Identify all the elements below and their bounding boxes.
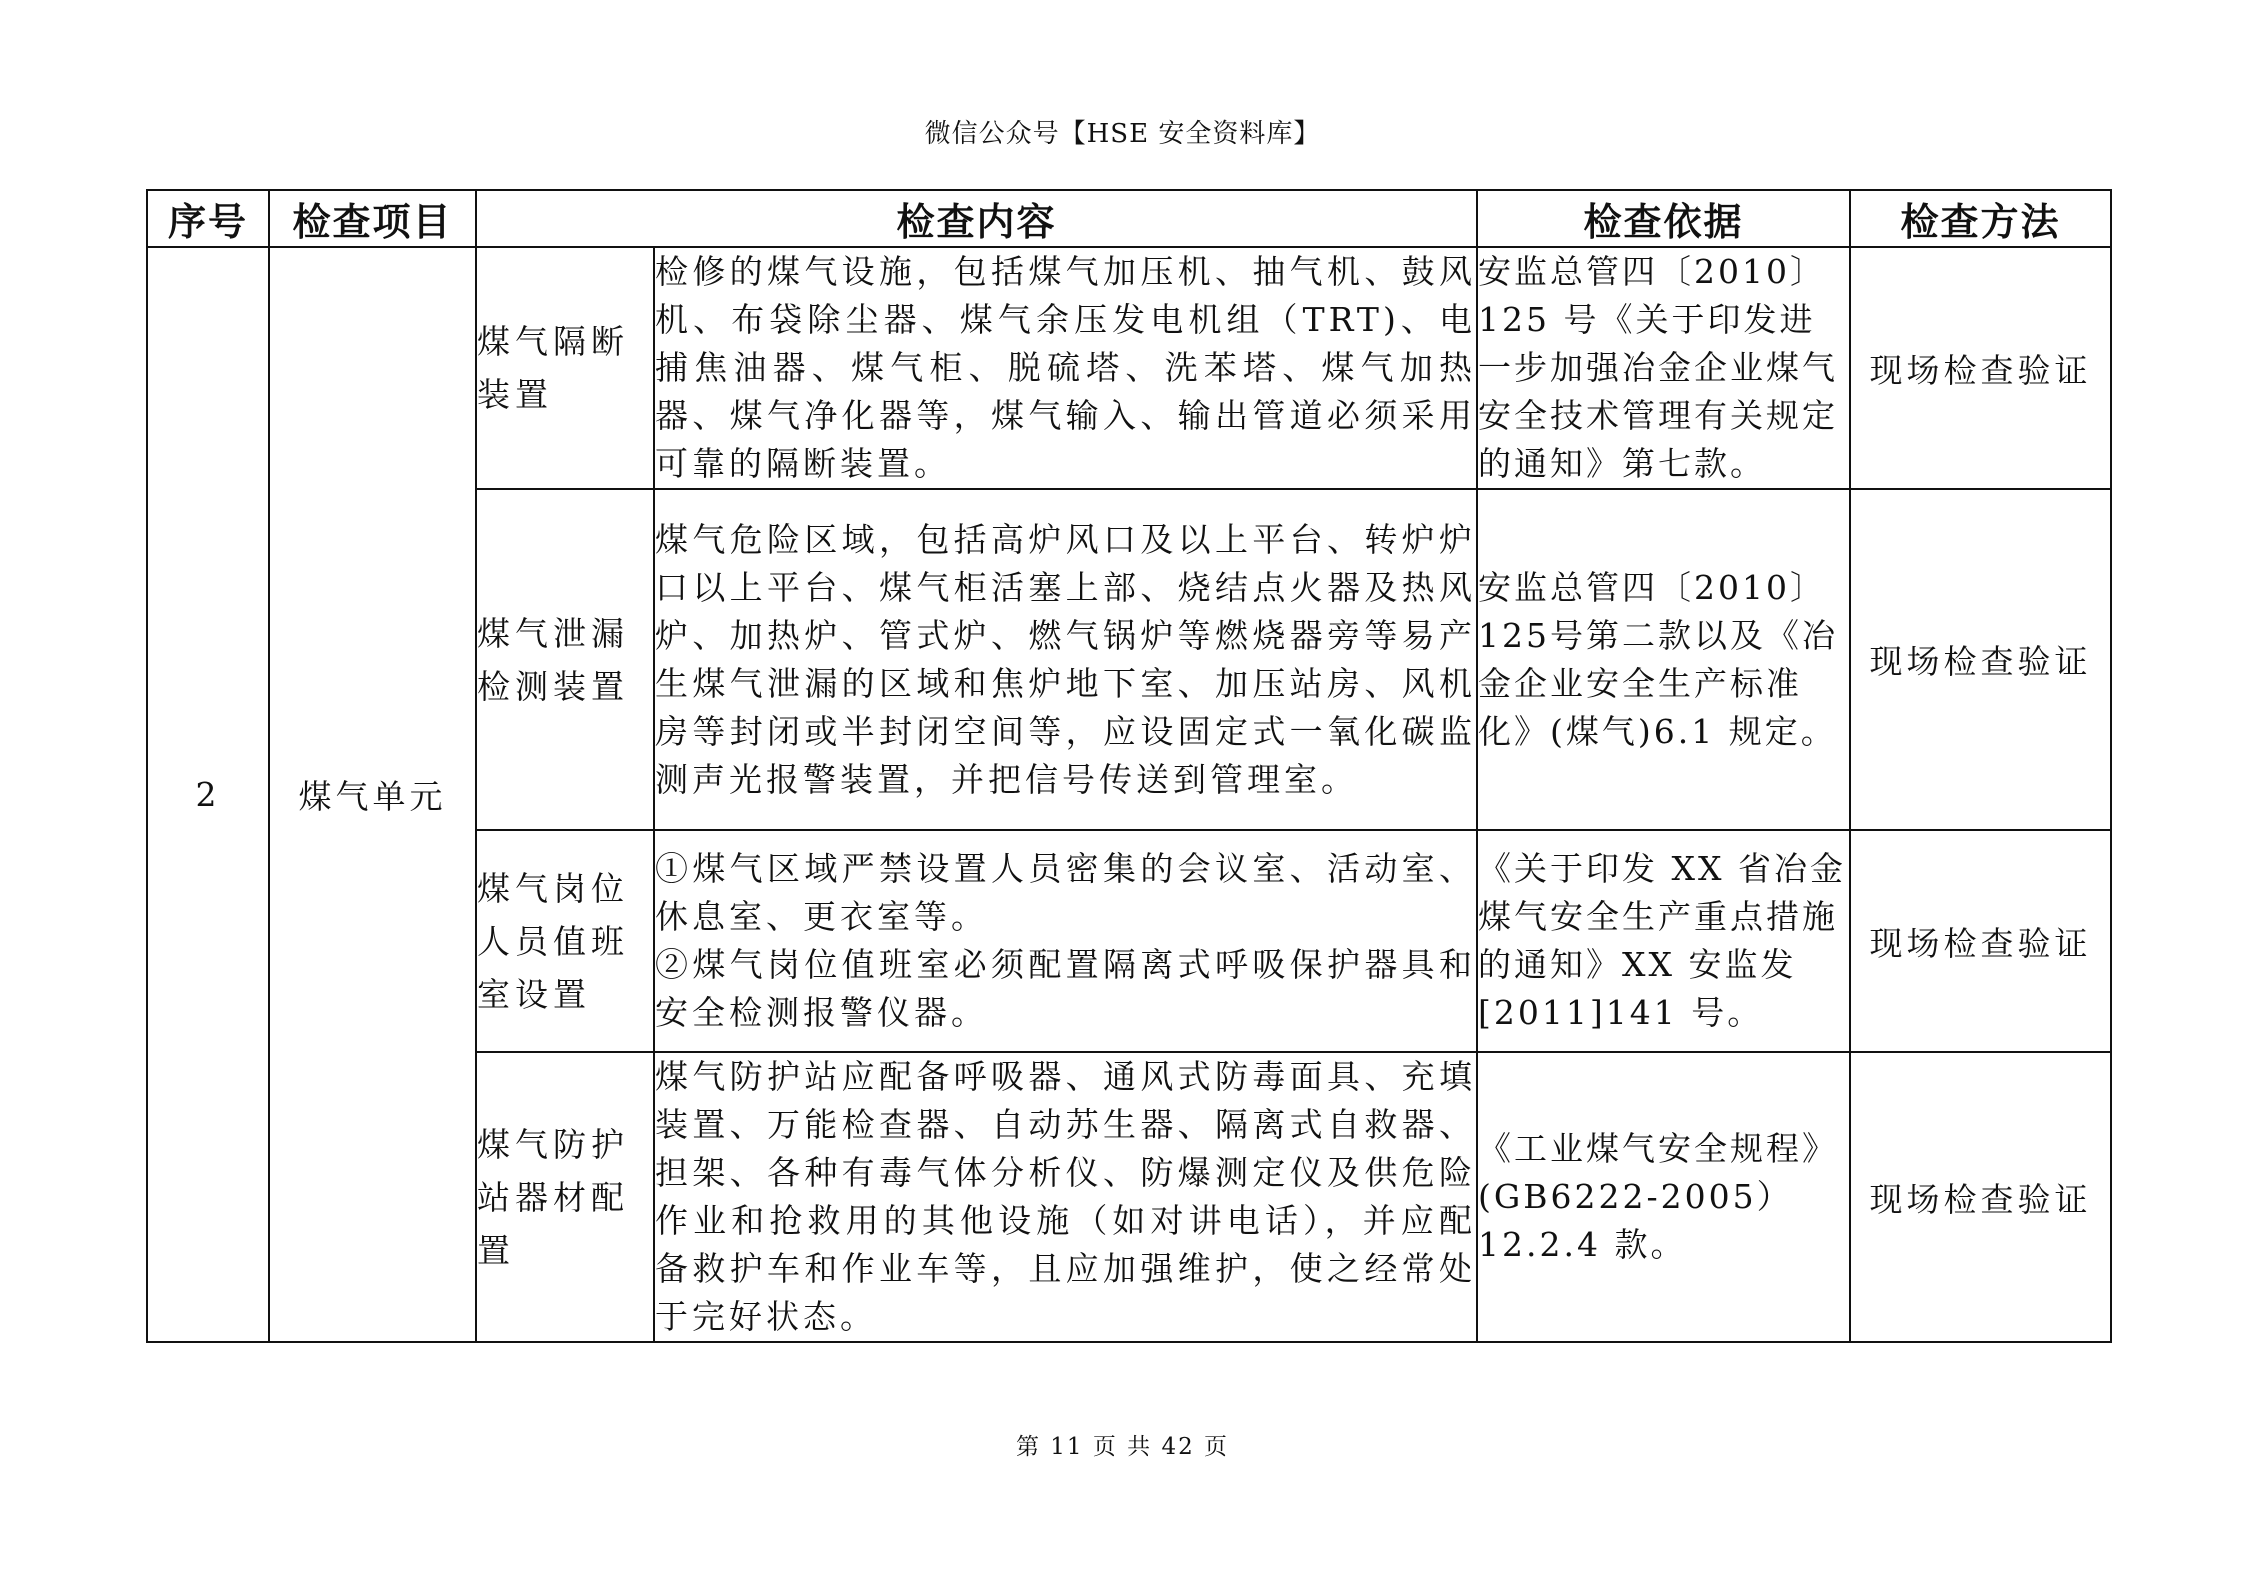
page-header: 微信公众号【HSE 安全资料库】 — [924, 119, 1321, 149]
check-item: 煤气防护站器材配置 — [476, 1052, 654, 1342]
check-content: 煤气防护站应配备呼吸器、通风式防毒面具、充填装置、万能检查器、自动苏生器、隔离式自救器、担架、各种有毒气体分析仪、防爆测定仪及供危险作业和抢救用的其他设施（如对讲电话），并应配备救护车和作业车等，且应加强维护，使之经常处于完好状态。 — [654, 1052, 1477, 1342]
column-header-item: 检查项目 — [269, 190, 476, 247]
check-method: 现场检查验证 — [1850, 247, 2111, 489]
column-header-basis: 检查依据 — [1477, 190, 1850, 247]
inspection-table — [146, 189, 2112, 1343]
check-content-line: ①煤气区域严禁设置人员密集的会议室、活动室、休息室、更衣室等。 — [655, 849, 1477, 936]
table-row — [147, 247, 2111, 489]
page-footer: 第 11 页 共 42 页 — [1015, 1434, 1230, 1460]
check-basis: 《关于印发 XX 省冶金煤气安全生产重点措施的通知》XX 安监发[2011]141 号。 — [1477, 830, 1850, 1052]
column-header-seq: 序号 — [147, 190, 269, 247]
check-content — [654, 830, 1477, 1052]
column-header-method: 检查方法 — [1850, 190, 2111, 247]
check-method: 现场检查验证 — [1850, 489, 2111, 830]
sequence-number: 2 — [147, 247, 269, 1342]
check-method: 现场检查验证 — [1850, 1052, 2111, 1342]
check-item: 煤气隔断装置 — [476, 247, 654, 489]
check-basis: 《工业煤气安全规程》(GB6222-2005）12.2.4 款。 — [1477, 1052, 1850, 1342]
check-basis: 安监总管四〔2010〕125 号《关于印发进一步加强冶金企业煤气安全技术管理有关规定的通知》第七款。 — [1477, 247, 1850, 489]
check-content: 检修的煤气设施，包括煤气加压机、抽气机、鼓风机、布袋除尘器、煤气余压发电机组（TRT)、电捕焦油器、煤气柜、脱硫塔、洗苯塔、煤气加热器、煤气净化器等，煤气输入、输出管道必须采用可靠的隔断装置。 — [654, 247, 1477, 489]
table-header-row — [147, 190, 2111, 247]
check-method: 现场检查验证 — [1850, 830, 2111, 1052]
check-basis: 安监总管四〔2010〕125号第二款以及《冶金企业安全生产标准化》(煤气)6.1 规定。 — [1477, 489, 1850, 830]
inspection-unit: 煤气单元 — [269, 247, 476, 1342]
check-content-line: ②煤气岗位值班室必须配置隔离式呼吸保护器具和安全检测报警仪器。 — [655, 945, 1477, 1032]
check-item: 煤气岗位人员值班室设置 — [476, 830, 654, 1052]
check-item: 煤气泄漏检测装置 — [476, 489, 654, 830]
column-header-content: 检查内容 — [476, 190, 1477, 247]
check-content: 煤气危险区域，包括高炉风口及以上平台、转炉炉口以上平台、煤气柜活塞上部、烧结点火器及热风炉、加热炉、管式炉、燃气锅炉等燃烧器旁等易产生煤气泄漏的区域和焦炉地下室、加压站房、风机房等封闭或半封闭空间等，应设固定式一氧化碳监测声光报警装置，并把信号传送到管理室。 — [654, 489, 1477, 830]
